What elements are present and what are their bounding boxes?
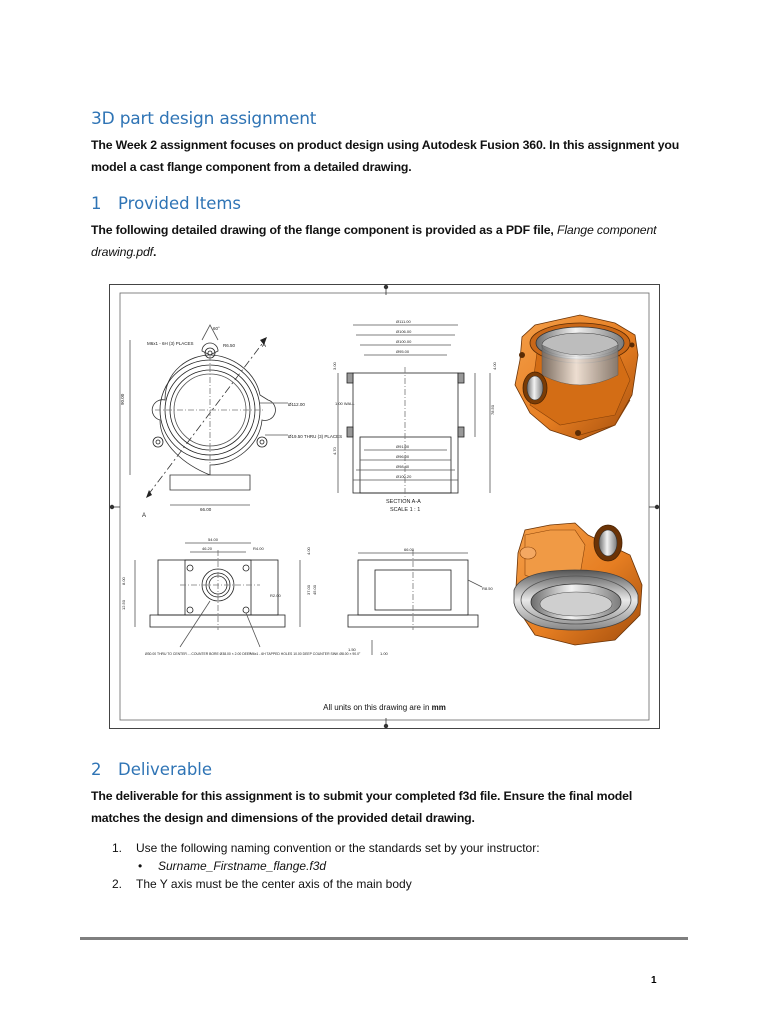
- front-left-0: 8.00: [121, 577, 126, 585]
- front-left-1: 12.50: [121, 599, 126, 610]
- side-small-1: 1.00: [380, 651, 388, 656]
- plan-angle: 60°: [213, 326, 220, 331]
- list-text: Use the following naming convention or the standards set by your instructor:: [136, 841, 540, 855]
- bottom-dia-1: Ø96.00: [396, 454, 410, 459]
- sub-list-item: [110, 857, 540, 875]
- section-height: 78.50: [490, 404, 495, 415]
- top-dia-2: Ø100.00: [396, 339, 412, 344]
- plan-width: 66.00: [200, 507, 212, 512]
- list-item: [110, 875, 540, 893]
- front-labels: [121, 537, 361, 656]
- deliverable-list: [110, 839, 540, 893]
- top-dia-1: Ø106.00: [396, 329, 412, 334]
- units-value: mm: [431, 703, 446, 712]
- thickness-bottom: 4.70: [332, 447, 337, 455]
- units-prefix: All units on this drawing are in: [323, 703, 430, 712]
- list-number: 1.: [112, 841, 123, 855]
- deliverable-paragraph: The deliverable for this assignment is to submit your completed f3d file. Ensure the final model matches the design and dimensions of the provided detail drawing.: [91, 789, 633, 825]
- front-height-2: 4.00: [306, 547, 311, 555]
- section-number: 2: [91, 760, 102, 779]
- section-label: SECTION A-A: [386, 499, 421, 505]
- flange-drawing: [109, 284, 660, 729]
- wall-dim: 1.00 WALL: [335, 401, 355, 406]
- bottom-dia-0: Ø91.00: [396, 444, 410, 449]
- bottom-dia-3: Ø100.20: [396, 474, 412, 479]
- front-height-0: 37.00: [306, 584, 311, 595]
- footer-rule: [80, 937, 688, 940]
- section-number: 1: [91, 194, 102, 213]
- flange-drawing-canvas: [110, 285, 659, 728]
- plan-callout: M6x1 - 6H (3) PLACES: [147, 341, 194, 346]
- plan-view: [130, 325, 288, 505]
- list-item: [110, 839, 540, 857]
- front-height-1: 45.00: [312, 584, 317, 595]
- list-text: The Y axis must be the center axis of the main body: [136, 877, 412, 891]
- front-width-1: 46.20: [202, 546, 213, 551]
- side-labels: [348, 547, 493, 656]
- naming-convention: Surname_Firstname_flange.f3d: [158, 859, 327, 873]
- plan-radius: Ø112.00: [288, 402, 305, 407]
- front-width-0: 54.00: [208, 537, 219, 542]
- cut-label-upper: A: [262, 343, 267, 349]
- scale-label: SCALE 1 : 1: [390, 507, 421, 513]
- section-labels: [332, 319, 497, 513]
- plan-holes: Ø19.50 THRU (3) PLACES: [288, 434, 343, 439]
- section-view: [338, 325, 490, 500]
- section-title: Deliverable: [118, 760, 213, 779]
- top-dia-0: Ø111.00: [396, 319, 411, 324]
- list-number: 2.: [112, 877, 123, 891]
- front-note-right: M6x1 - 6H TAPPED HOLES 10.00 DEEP COUNTER SINK Ø8.00 × 90.0°: [250, 652, 361, 656]
- section-heading-provided-items: [91, 194, 241, 213]
- plan-height: 90.00: [120, 393, 125, 405]
- provided-text-end: .: [152, 245, 157, 259]
- file-name: Flange component drawing.pdf: [91, 223, 657, 259]
- side-width: 66.00: [404, 547, 415, 552]
- provided-items-paragraph: [91, 219, 681, 263]
- top-dia-3: Ø95.00: [396, 349, 410, 354]
- units-note: [110, 703, 659, 712]
- front-radius: R4.00: [253, 546, 264, 551]
- plan-r: R6.50: [223, 343, 236, 348]
- section-title: Provided Items: [118, 194, 242, 213]
- bottom-dia-2: Ø98.40: [396, 464, 410, 469]
- bullet-icon: •: [138, 859, 143, 873]
- front-r: R2.00: [270, 593, 281, 598]
- side-view: [348, 550, 482, 655]
- side-small-0: 1.50: [348, 647, 356, 652]
- section-heading-deliverable: [91, 760, 212, 779]
- thickness-right: 4.00: [492, 362, 497, 370]
- provided-text: The following detailed drawing of the flange component is provided as a PDF file,: [91, 223, 557, 237]
- render-top: [515, 315, 638, 440]
- front-note-left: Ø30.00 THRU TO CENTER ⌴ COUNTER BORE Ø38.00 × 2.00 DEEP: [145, 652, 252, 656]
- side-r: R8.50: [482, 586, 493, 591]
- cut-label-lower: A: [142, 513, 147, 519]
- document-title: 3D part design assignment: [91, 109, 317, 129]
- intro-paragraph: The Week 2 assignment focuses on product design using Autodesk Fusion 360. In this assignment you model a cast flange component from a detailed drawing.: [91, 138, 680, 174]
- page-number: 1: [651, 975, 657, 986]
- thickness-top: 3.00: [332, 362, 337, 370]
- render-bottom: [514, 523, 642, 645]
